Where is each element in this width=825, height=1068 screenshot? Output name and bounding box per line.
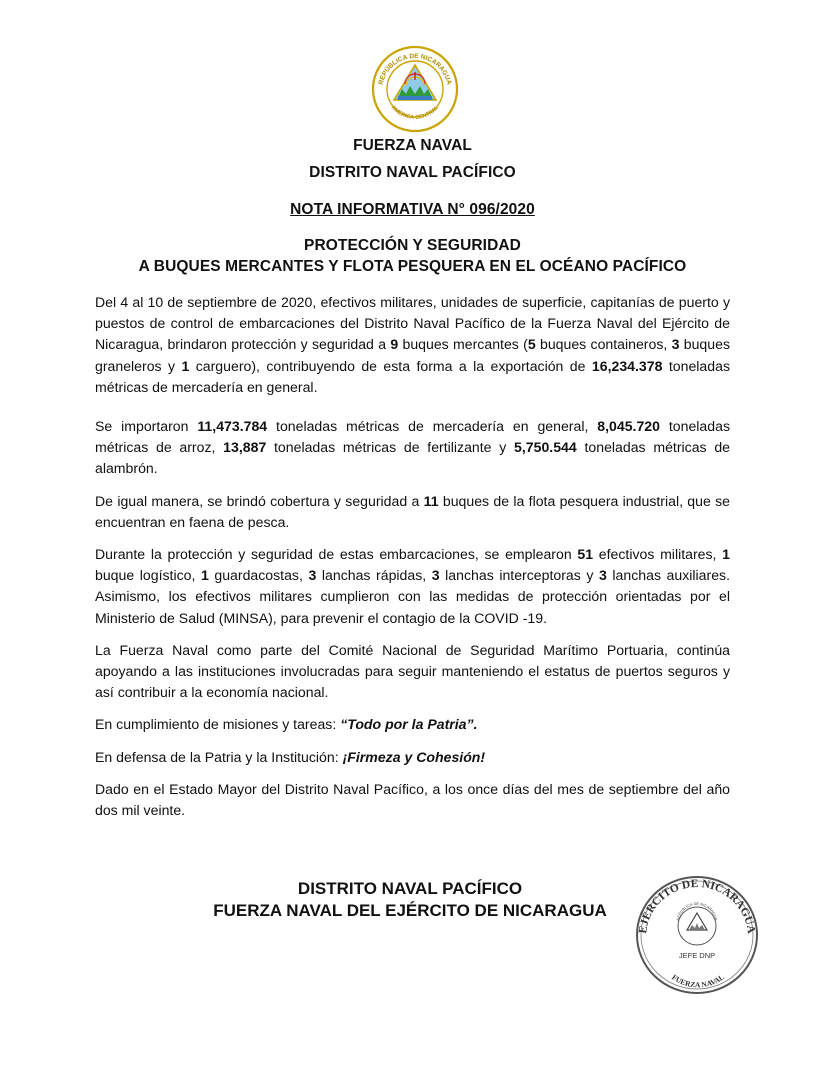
paragraph-motto-2: En defensa de la Patria y la Institución: ¡Firmeza y Cohesión! xyxy=(95,748,486,765)
emblem-bottom-text: AMERICA CENTRAL xyxy=(389,104,441,121)
svg-text:FUERZA NAVAL xyxy=(670,973,726,990)
note-number: NOTA INFORMATIVA N° 096/2020 xyxy=(290,201,535,218)
paragraph-date: Dado en el Estado Mayor del Distrito Naval Pacífico, a los once días del mes de septiembre del año dos mil veinte. xyxy=(95,780,730,819)
document-body xyxy=(95,292,730,832)
seal-bottom-text: FUERZA NAVAL xyxy=(670,972,726,990)
paragraph-resources: Durante la protección y seguridad de estas embarcaciones, se emplearon 51 efectivos militares, 1 buque logístico, 1 guardacostas, 3 lanchas rápidas, 3 lanchas interceptoras y 3 lanchas auxiliares. Asimismo, los efectivos militares cumplieron con las medidas de protección orientadas por el Ministerio de Salud (MINSA), para prevenir el contagio de la COVID -19. xyxy=(95,546,731,626)
svg-text:REPÚBLICA DE NICARAGUA xyxy=(676,902,718,921)
svg-text:AMERICA CENTRAL xyxy=(390,104,441,121)
header-distrito: DISTRITO NAVAL PACÍFICO xyxy=(309,164,516,181)
footer-fuerza-naval: FUERZA NAVAL DEL EJÉRCITO DE NICARAGUA xyxy=(213,901,607,920)
emblem-top-text: REPÚBLICA DE NICARAGUA xyxy=(377,52,453,86)
paragraph-export: Del 4 al 10 de septiembre de 2020, efectivos militares, unidades de superficie, capitanías de puerto y puestos de control de embarcaciones del Distrito Naval Pacífico de la Fuerza Naval del Ejército de Nicaragua, brindaron protección y seguridad a 9 buques mercantes (5 buques containeros, 3 buques graneleros y 1 carguero), contribuyendo de esta forma a la exportación de 16,234.378 toneladas métricas de mercadería en general. xyxy=(95,294,730,395)
seal-inner-text: REPÚBLICA DE NICARAGUA xyxy=(676,901,718,921)
seal-outer-text: EJÉRCITO DE NICARAGUA xyxy=(637,877,757,935)
title-line-1: PROTECCIÓN Y SEGURIDAD xyxy=(304,237,521,254)
paragraph-fishing-fleet: De igual manera, se brindó cobertura y seguridad a 11 buques de la flota pesquera industrial, que se encuentran en faena de pesca. xyxy=(95,492,730,530)
seal-role-text: JEFE DNP xyxy=(678,951,716,960)
footer-distrito: DISTRITO NAVAL PACÍFICO xyxy=(297,879,523,898)
header-fuerza-naval: FUERZA NAVAL xyxy=(353,137,472,154)
coat-of-arms-icon xyxy=(370,44,460,134)
paragraph-import: Se importaron 11,473.784 toneladas métricas de mercadería en general, 8,045.720 toneladas métricas de arroz, 13,887 toneladas métricas de fertilizante y 5,750.544 toneladas métricas de alambrón. xyxy=(95,418,730,477)
paragraph-committee: La Fuerza Naval como parte del Comité Nacional de Seguridad Marítimo Portuaria, continúa apoyando a las instituciones involucradas para seguir manteniendo el estatus de puertos seguros y así contribuir a la economía nacional. xyxy=(95,641,730,701)
paragraph-motto-1: En cumplimiento de misiones y tareas: “Todo por la Patria”. xyxy=(95,716,478,733)
title-line-2: A BUQUES MERCANTES Y FLOTA PESQUERA EN EL OCÉANO PACÍFICO xyxy=(138,258,687,275)
official-seal-icon xyxy=(632,871,762,999)
